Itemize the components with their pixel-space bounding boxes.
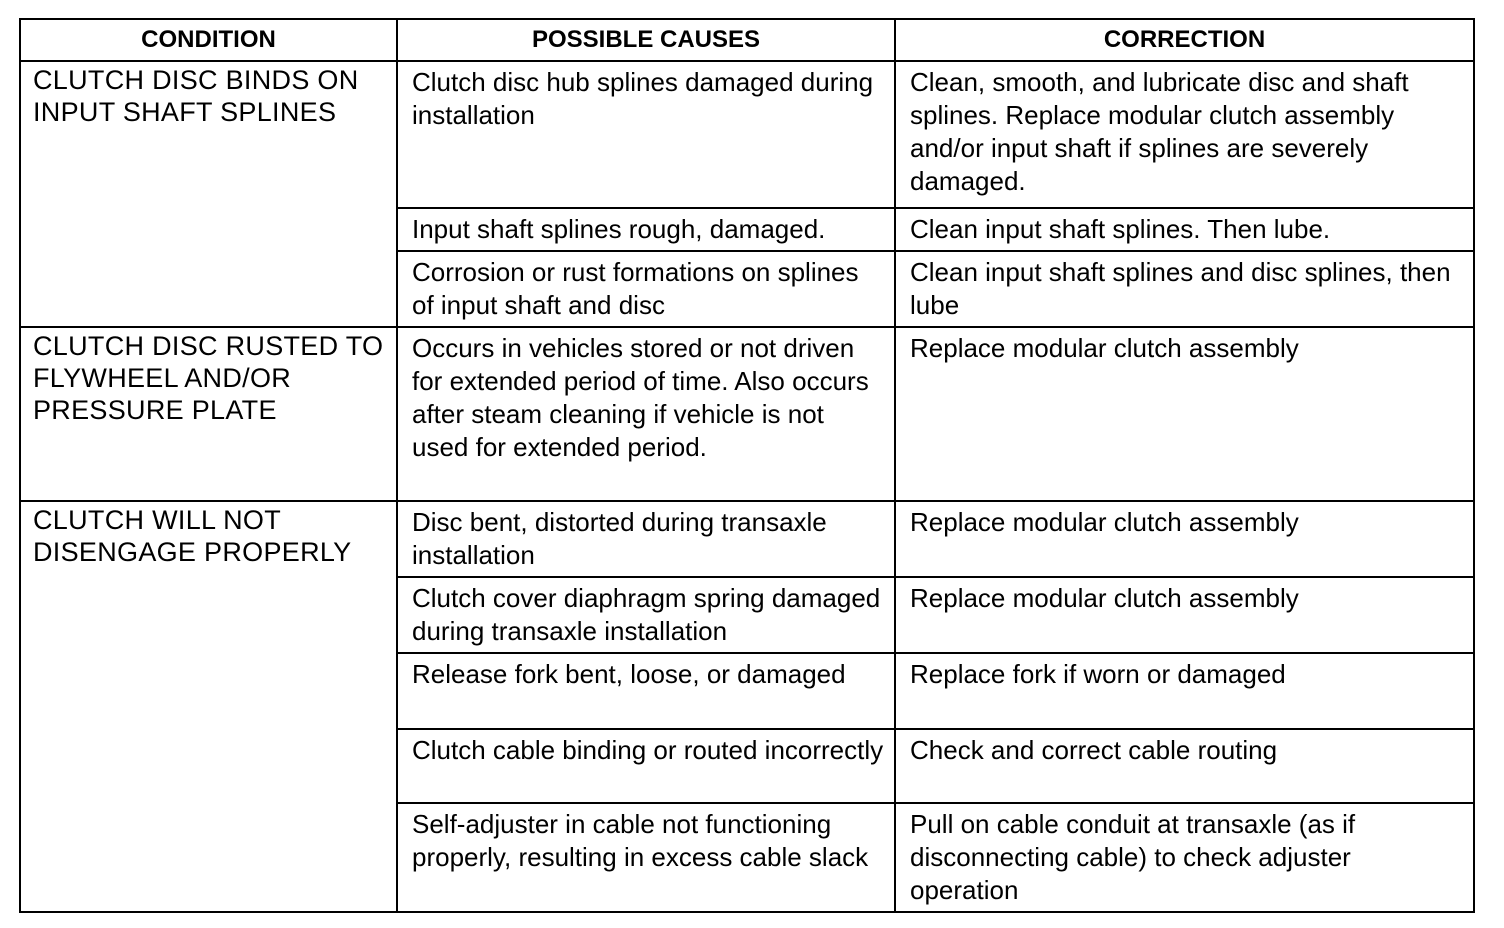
correction-cell: Clean input shaft splines and disc splines, then lube bbox=[895, 251, 1474, 327]
correction-cell: Clean, smooth, and lubricate disc and shaft splines. Replace modular clutch assembly and/or input shaft if splines are severely damaged. bbox=[895, 61, 1474, 208]
cause-cell: Corrosion or rust formations on splines of input shaft and disc bbox=[397, 251, 895, 327]
header-condition: CONDITION bbox=[20, 19, 397, 61]
correction-cell: Replace fork if worn or damaged bbox=[895, 653, 1474, 729]
cause-cell: Occurs in vehicles stored or not driven for extended period of time. Also occurs after steam cleaning if vehicle is not used for extended period. bbox=[397, 327, 895, 501]
header-correction: CORRECTION bbox=[895, 19, 1474, 61]
cause-cell: Clutch cover diaphragm spring damaged during transaxle installation bbox=[397, 577, 895, 653]
correction-cell: Pull on cable conduit at transaxle (as if disconnecting cable) to check adjuster operation bbox=[895, 803, 1474, 912]
correction-cell: Replace modular clutch assembly bbox=[895, 501, 1474, 577]
table-row bbox=[20, 327, 1474, 501]
header-possible-causes: POSSIBLE CAUSES bbox=[397, 19, 895, 61]
table-row bbox=[20, 61, 1474, 208]
cause-cell: Input shaft splines rough, damaged. bbox=[397, 208, 895, 251]
condition-cell: CLUTCH WILL NOT DISENGAGE PROPERLY bbox=[20, 501, 397, 912]
condition-cell: CLUTCH DISC BINDS ON INPUT SHAFT SPLINES bbox=[20, 61, 397, 327]
condition-cell: CLUTCH DISC RUSTED TO FLYWHEEL AND/OR PRESSURE PLATE bbox=[20, 327, 397, 501]
cause-cell: Release fork bent, loose, or damaged bbox=[397, 653, 895, 729]
cause-cell: Self-adjuster in cable not functioning properly, resulting in excess cable slack bbox=[397, 803, 895, 912]
correction-cell: Replace modular clutch assembly bbox=[895, 577, 1474, 653]
correction-cell: Check and correct cable routing bbox=[895, 729, 1474, 803]
table-row bbox=[20, 501, 1474, 577]
correction-cell: Replace modular clutch assembly bbox=[895, 327, 1474, 501]
cause-cell: Clutch cable binding or routed incorrectly bbox=[397, 729, 895, 803]
cause-cell: Clutch disc hub splines damaged during installation bbox=[397, 61, 895, 208]
cause-cell: Disc bent, distorted during transaxle installation bbox=[397, 501, 895, 577]
diagnosis-table bbox=[19, 18, 1475, 913]
header-row bbox=[20, 19, 1474, 61]
correction-cell: Clean input shaft splines. Then lube. bbox=[895, 208, 1474, 251]
